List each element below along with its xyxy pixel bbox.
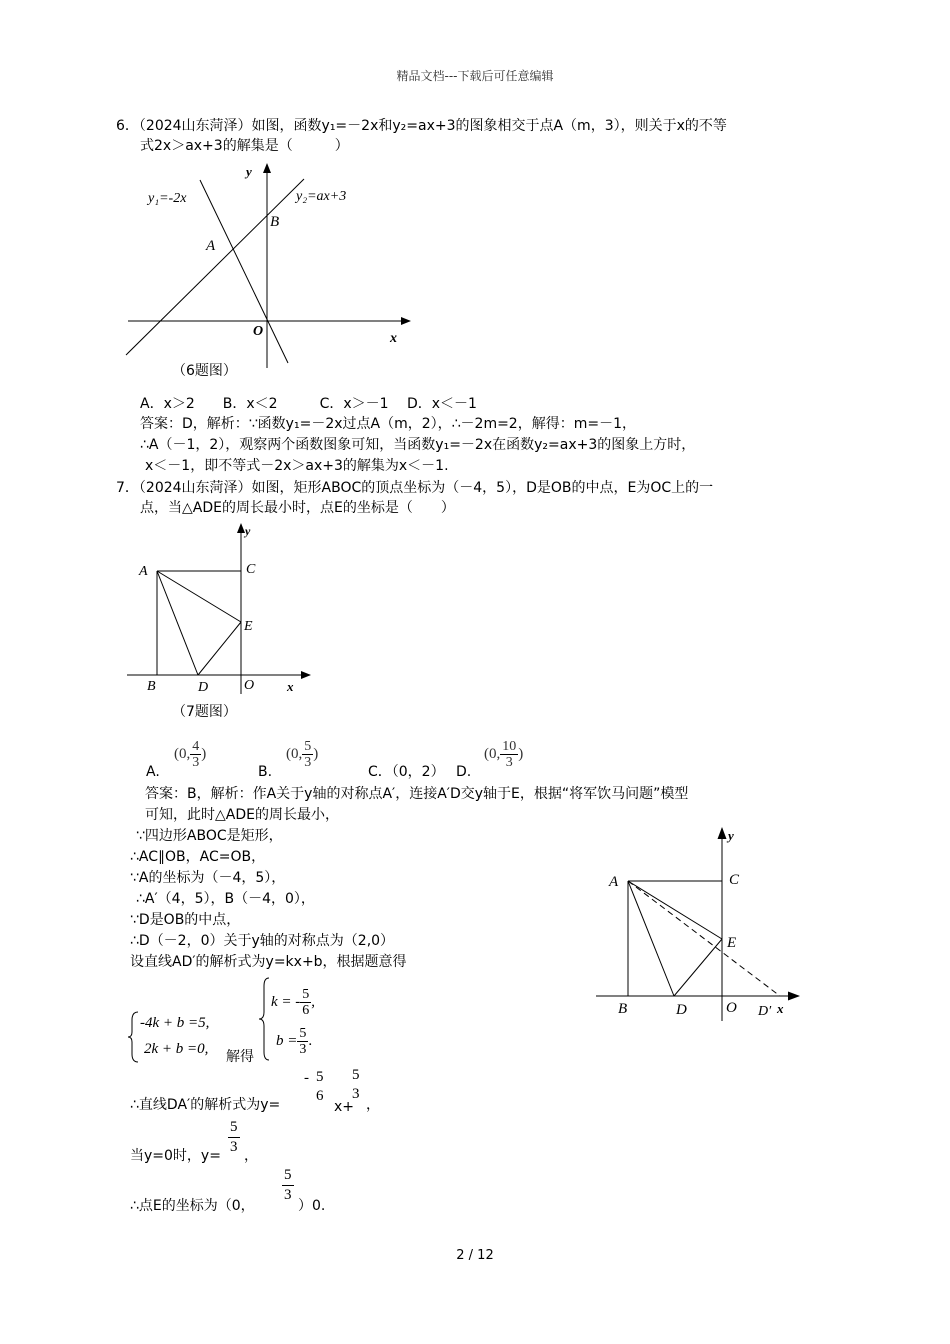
q7-option-D-den: 3 bbox=[505, 755, 513, 771]
q7-option-D-post: ) bbox=[518, 746, 524, 762]
q7-step-6: ∴D（－2，0）关于y轴的对称点为（2,0） bbox=[130, 933, 395, 949]
q7-sol-label-D: D bbox=[676, 1002, 687, 1018]
q7-option-D-frac bbox=[500, 739, 518, 770]
q7-label-O: O bbox=[244, 678, 255, 693]
q7-answer-line1: 答案：B，解析：作A关于y轴的对称点A′，连接A′D交y轴于E，根据“将军饮马问题”模型 bbox=[145, 786, 689, 802]
q7-option-B-den: 3 bbox=[304, 755, 312, 771]
q7-option-A-frac bbox=[190, 739, 201, 770]
q7-system2-b-den: 3 bbox=[299, 1042, 307, 1058]
q7-result-frac-inner bbox=[282, 1166, 294, 1205]
q6-label-y1: y₁=-2x bbox=[148, 191, 187, 206]
q7-sol-label-y: y bbox=[728, 828, 734, 843]
q7-sol-label-x: x bbox=[777, 1001, 784, 1016]
q7-system2-k-num: 5 bbox=[302, 987, 310, 1003]
q7-when-post: ， bbox=[244, 1148, 258, 1164]
q7-line-eq-mid: x+ bbox=[334, 1099, 355, 1115]
q7-system2-k-lhs: k = - bbox=[271, 994, 301, 1010]
q7-system1-eq1: -4k + b =5, bbox=[140, 1015, 210, 1031]
q7-line-eq-frac2-inner bbox=[352, 1066, 360, 1104]
q7-sol-seg-DE bbox=[674, 939, 722, 996]
q7-step-7: 设直线AD′的解析式为y=kx+b，根据题意得 bbox=[130, 954, 407, 970]
q7-system2-k-den: 6 bbox=[302, 1003, 310, 1019]
page-number: 2 / 12 bbox=[456, 1248, 494, 1263]
q7-option-C: C．（0，2） bbox=[368, 764, 445, 780]
q7-system1-eq2: 2k + b =0, bbox=[144, 1041, 209, 1057]
q7-when-frac-inner bbox=[228, 1118, 240, 1157]
q7-result-num: 5 bbox=[282, 1166, 294, 1186]
q7-system2-k bbox=[271, 980, 315, 1024]
q7-result-frac bbox=[282, 1166, 294, 1205]
q7-label-B: B bbox=[147, 679, 156, 694]
q7-option-A-pre: (0, bbox=[174, 746, 191, 762]
q6-answer-line1: 答案：D，解析：∵函数y₁=－2x过点A（m，2），∴－2m=2，解得：m=－1， bbox=[140, 416, 636, 432]
q7-option-B-pre: (0, bbox=[286, 746, 303, 762]
q6-label-y2: y₂=ax+3 bbox=[296, 189, 347, 204]
q7-figure-caption: （7题图） bbox=[172, 704, 237, 720]
q7-step-5: ∵D是OB的中点， bbox=[130, 912, 241, 928]
q7-option-A-den: 3 bbox=[192, 755, 200, 771]
q7-option-D-pre: (0, bbox=[484, 746, 501, 762]
q7-sol-seg-AE bbox=[628, 881, 722, 939]
q7-when-num: 5 bbox=[228, 1118, 240, 1138]
q7-option-B-value bbox=[286, 734, 318, 774]
q7-line-eq-post: ， bbox=[366, 1097, 380, 1113]
q6-stem-line2: 式2x＞ax+3的解集是（ ） bbox=[140, 138, 349, 154]
q7-when-frac bbox=[228, 1118, 240, 1157]
q6-answer-line3: x＜－1，即不等式－2x＞ax+3的解集为x＜－1. bbox=[145, 458, 449, 474]
q7-sol-label-A: A bbox=[609, 874, 619, 890]
q7-system2-brace bbox=[259, 976, 271, 1062]
q7-label-A: A bbox=[139, 564, 148, 579]
q7-option-B-label: B. bbox=[258, 764, 273, 780]
q7-line-eq-frac1-inner bbox=[316, 1068, 324, 1106]
q7-label-x: x bbox=[287, 679, 294, 694]
q7-seg-AE bbox=[157, 571, 241, 622]
q7-result-prefix: ∴点E的坐标为（0， bbox=[130, 1198, 255, 1214]
page-header: 精品文档---下载后可任意编辑 bbox=[396, 69, 554, 83]
q7-option-A-post: ) bbox=[201, 746, 207, 762]
q7-label-y: y bbox=[245, 524, 251, 538]
q6-label-B: B bbox=[270, 214, 280, 230]
q7-option-D-num: 10 bbox=[502, 739, 517, 755]
q7-sol-label-O: O bbox=[726, 1000, 737, 1016]
q7-option-B-post: ) bbox=[313, 746, 319, 762]
q7-option-D-value bbox=[484, 734, 523, 774]
q7-when-prefix: 当y=0时，y= bbox=[130, 1148, 221, 1164]
q7-sol-seg-AD bbox=[628, 881, 674, 996]
q7-result-post: ）0. bbox=[298, 1198, 326, 1214]
q7-seg-DE bbox=[198, 622, 241, 675]
q7-option-A-value bbox=[174, 734, 206, 774]
q6-answer-line2: ∴A（－1，2），观察两个函数图象可知，当函数y₁=－2x在函数y₂=ax+3的图象上方时， bbox=[140, 437, 696, 453]
q7-line-eq-frac1 bbox=[316, 1068, 324, 1106]
q7-sol-label-E: E bbox=[727, 935, 737, 951]
q7-option-A-num: 4 bbox=[192, 739, 200, 755]
q7-label-C: C bbox=[246, 562, 256, 577]
q7-stem-line1: 7．（2024山东菏泽）如图，矩形ABOC的顶点坐标为（－4，5），D是OB的中点，E为OC上的一 bbox=[116, 480, 714, 496]
q7-label-D: D bbox=[198, 680, 209, 695]
q7-solve-word: 解得 bbox=[226, 1049, 254, 1065]
q7-option-A-label: A. bbox=[146, 764, 160, 780]
q6-label-A: A bbox=[206, 238, 216, 254]
q7-stem-line2: 点，当△ADE的周长最小时，点E的坐标是（ ） bbox=[140, 500, 455, 516]
q7-line-eq-frac2 bbox=[352, 1066, 360, 1104]
q7-line-eq-num2: 5 bbox=[352, 1067, 360, 1083]
q7-sol-label-B: B bbox=[618, 1001, 628, 1017]
q7-option-B-frac bbox=[302, 739, 313, 770]
q7-system2-k-post: , bbox=[311, 994, 316, 1010]
q7-line-eq-num1: 5 bbox=[316, 1069, 324, 1085]
q7-step-2: ∴AC∥OB，AC=OB， bbox=[130, 849, 266, 865]
q7-when-den: 3 bbox=[230, 1139, 238, 1155]
q7-system2-b-frac bbox=[297, 1026, 308, 1057]
q7-sol-label-C: C bbox=[729, 872, 740, 888]
q7-step-3: ∵A的坐标为（－4，5）， bbox=[130, 870, 286, 886]
q7-step-1: ∵四边形ABOC是矩形， bbox=[136, 828, 283, 844]
q7-line-eq-sign: - bbox=[304, 1070, 309, 1086]
q6-label-x: x bbox=[390, 331, 397, 346]
q7-system2-b-num: 5 bbox=[299, 1026, 307, 1042]
q6-options: A．x＞2 B．x＜2 C．x＞－1 D．x＜－1 bbox=[140, 396, 477, 412]
q7-option-B-num: 5 bbox=[304, 739, 312, 755]
q7-answer-line2: 可知，此时△ADE的周长最小， bbox=[145, 807, 339, 823]
q7-option-D-label: D. bbox=[456, 764, 472, 780]
q7-result-den: 3 bbox=[284, 1187, 292, 1203]
q6-figure-caption: （6题图） bbox=[172, 363, 237, 379]
q7-sol-label-Dprime: D′ bbox=[758, 1004, 772, 1019]
q7-solution-figure bbox=[594, 826, 814, 1026]
q7-system2-b-lhs: b = bbox=[276, 1033, 298, 1049]
q6-stem-line1: 6．（2024山东菏泽）如图，函数y₁=－2x和y₂=ax+3的图象相交于点A（m，3），则关于x的不等 bbox=[116, 118, 727, 134]
q7-label-E: E bbox=[244, 619, 253, 634]
q7-system1-brace bbox=[128, 1010, 140, 1064]
q6-label-y: y bbox=[246, 164, 252, 179]
q7-line-eq-den1: 6 bbox=[316, 1088, 324, 1104]
q7-line-eq-den2: 3 bbox=[352, 1086, 360, 1102]
q6-label-O: O bbox=[253, 324, 264, 339]
q7-system2-b-post: . bbox=[308, 1033, 313, 1049]
q7-step-4: ∴A′（4，5），B（－4，0）， bbox=[136, 891, 315, 907]
q7-figure bbox=[125, 522, 315, 697]
q7-line-eq-prefix: ∴直线DA′的解析式为y= bbox=[130, 1097, 281, 1113]
q7-seg-AD bbox=[157, 571, 198, 675]
q7-system2-k-frac bbox=[300, 987, 311, 1018]
q7-system2-b bbox=[276, 1019, 312, 1063]
q6-figure bbox=[120, 158, 420, 388]
